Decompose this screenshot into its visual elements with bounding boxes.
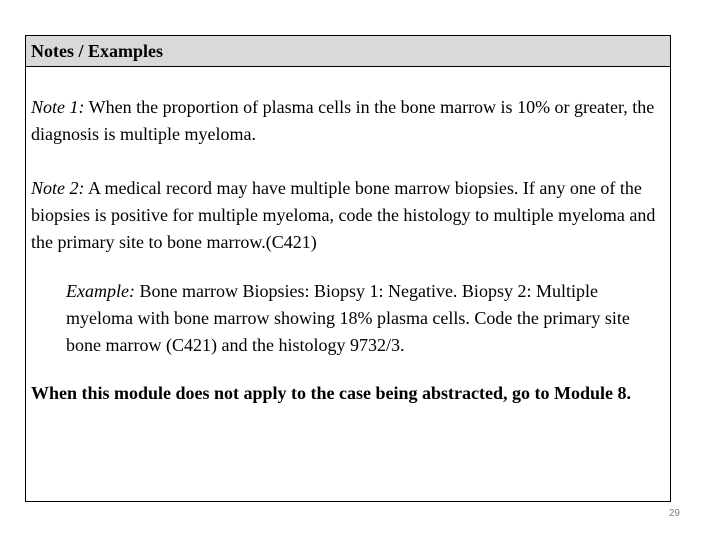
box-header — [26, 36, 670, 67]
header-title: Notes / Examples — [31, 41, 163, 61]
example-label: Example: — [66, 281, 135, 301]
note-1-label: Note 1: — [31, 97, 85, 117]
note-1 — [31, 94, 665, 148]
example — [31, 278, 665, 359]
closing-instruction: When this module does not apply to the case being abstracted, go to Module 8. — [31, 383, 632, 403]
example-text: Bone marrow Biopsies: Biopsy 1: Negative. Biopsy 2: Multiple myeloma with bone marrow showing 18% plasma cells. Code the primary site bone marrow (C421) and the histology 9732/3. — [66, 281, 630, 355]
page-number: 29 — [668, 508, 680, 519]
note-2-text: A medical record may have multiple bone marrow biopsies. If any one of the biopsies is positive for multiple myeloma, code the histology to multiple myeloma and the primary site to bone marrow.(C421) — [31, 178, 656, 252]
note-2-label: Note 2: — [31, 178, 85, 198]
note-2 — [31, 175, 665, 256]
box-content — [26, 94, 670, 407]
notes-examples-box — [25, 35, 671, 502]
note-1-text: When the proportion of plasma cells in the bone marrow is 10% or greater, the diagnosis is multiple myeloma. — [31, 97, 655, 144]
